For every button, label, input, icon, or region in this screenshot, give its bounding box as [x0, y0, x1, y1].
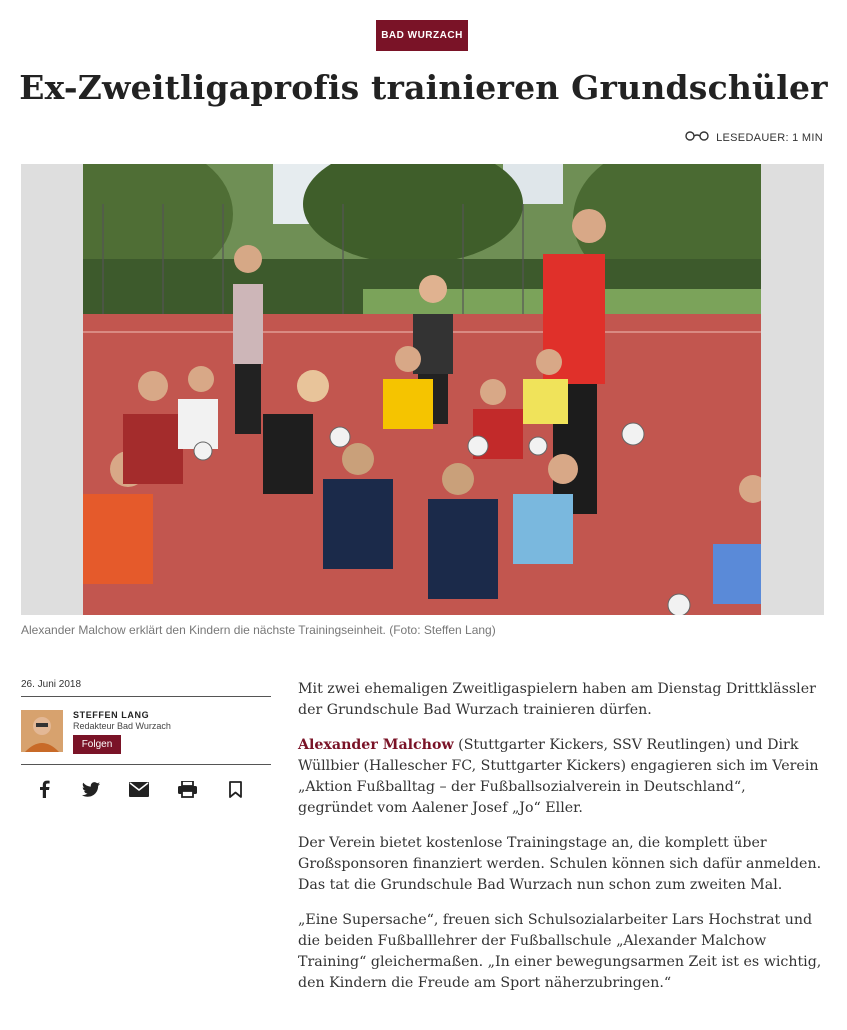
- reading-time-label: LESEDAUER: 1 MIN: [716, 131, 823, 144]
- glasses-icon: [684, 131, 710, 144]
- bookmark-icon[interactable]: [224, 778, 246, 800]
- avatar[interactable]: [21, 710, 63, 752]
- divider: [21, 764, 271, 765]
- image-caption: Alexander Malchow erklärt den Kindern die nächste Trainingseinheit. (Foto: Steffen Lang): [21, 623, 496, 637]
- hero-image: [21, 164, 824, 615]
- article-headline: Ex-Zweitligaprofis trainieren Grundschüler: [19, 68, 828, 107]
- mail-icon[interactable]: [128, 778, 150, 800]
- article-paragraph: Mit zwei ehemaligen Zweitligaspielern haben am Dienstag Drittklässler der Grundschule Bad Wurzach trainieren dürfen.: [298, 681, 816, 718]
- share-bar: [21, 778, 271, 800]
- print-icon[interactable]: [176, 778, 198, 800]
- twitter-icon[interactable]: [80, 778, 102, 800]
- category-badge[interactable]: BAD WURZACH: [376, 20, 468, 51]
- author-link[interactable]: Alexander Malchow: [298, 737, 454, 753]
- article-paragraph: [298, 735, 823, 819]
- article-paragraph: Der Verein bietet kostenlose Trainingstage an, die komplett über Großsponsoren finanziert werden. Schulen können sich dafür anmelden. Das tat die Grundschule Bad Wurzach nun schon zum zweiten Mal.: [298, 835, 822, 893]
- article-paragraph: „Eine Supersache“, freuen sich Schulsozialarbeiter Lars Hochstrat und die beiden Fußballlehrer der Fußballschule „Alexander Malchow Training“ gleichermaßen. „In einer bewegungsarmen Zeit ist es wichtig, den Kindern die Freude am Sport näherzubringen.“: [298, 912, 822, 991]
- author-card: [21, 708, 271, 756]
- divider: [21, 696, 271, 697]
- follow-button[interactable]: Folgen: [73, 735, 121, 754]
- publish-date: 26. Juni 2018: [21, 679, 82, 690]
- author-name[interactable]: STEFFEN LANG: [73, 710, 150, 720]
- reading-time: [684, 131, 823, 144]
- facebook-icon[interactable]: [33, 778, 55, 800]
- author-role: Redakteur Bad Wurzach: [73, 721, 171, 731]
- article-text: (Stuttgarter Kickers, SSV Reutlingen) und Dirk Wüllbier (Hallescher FC, Stuttgarter Kickers) engagieren sich im Verein „Aktion Fußballtag – der Fußballsozialverein in Deutschland“, gegründet vom Aalener Josef „Jo“ Eller.: [298, 737, 819, 816]
- article-body: [298, 679, 823, 1008]
